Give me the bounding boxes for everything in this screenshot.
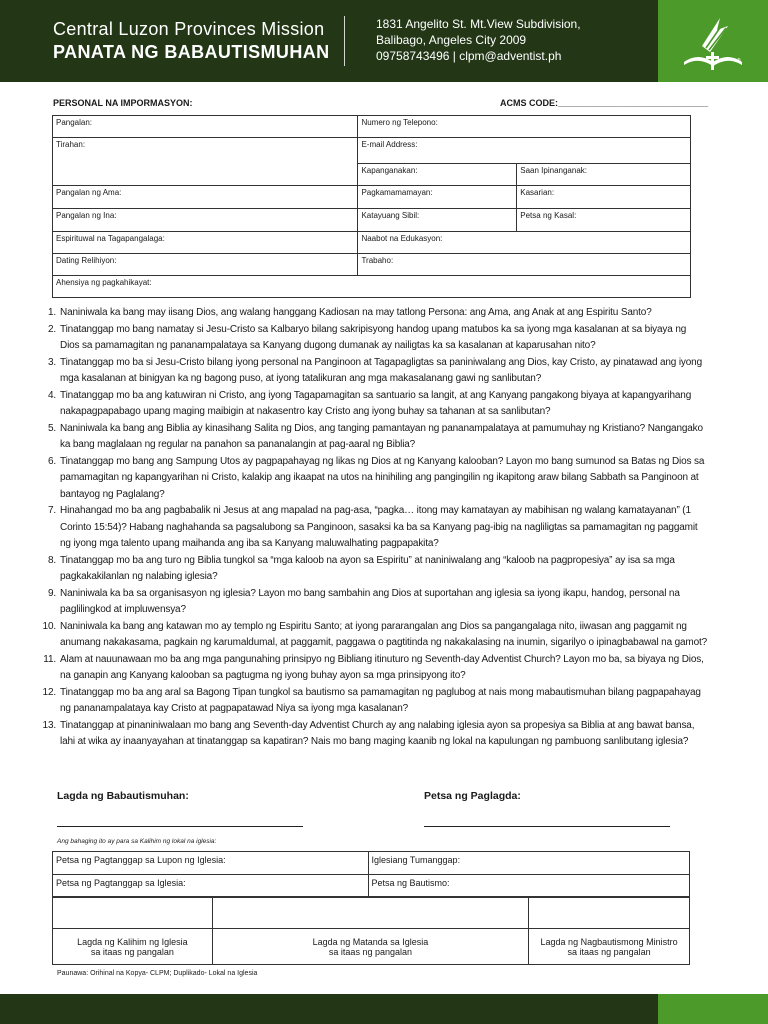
vow-number: 4. [47,389,56,401]
vow-text: Naniniwala ka bang ang katawan mo ay templo ng Espiritu Santo; at iyong pararangalan ang Dios sa pangangalaga nito, iiwasan ang paggamit ng anumang nakakasama, pagkain ng karumaldumal, at paggamit, paggawa o pagtitinda ng nakakalasing na inumin, sigarilyo o ipinagbabawal na gamot? [60,620,708,648]
address-line-1: 1831 Angelito St. Mt.View Subdivision, [376,17,581,31]
field-edukasyon[interactable]: Naabot na Edukasyon: [358,232,691,254]
header-bar [0,0,768,82]
adventist-logo-icon [680,12,746,72]
vow-number: 8. [47,554,56,566]
vow-text: Tinatanggap at pinaniniwalaan mo bang ang Seventh-day Adventist Church ay ang nalabing iglesia ayon sa propesiya sa Biblia at ang bawat bansa, lahi at wika ay inaanyayahan at tinatanggap sa kapatiran? Nais mo bang maging kaanib ng lokal na kapulungan ng pambuong sanlibutang iglesia? [60,719,695,747]
vow-item [40,421,708,454]
personal-info-heading: PERSONAL NA IMPORMASYON: [53,98,193,108]
vow-text: Naniniwala ka bang may iisang Dios, ang walang hanggang Kadiosan na may tatlong Persona: ang Ama, ang Anak at ang Espiritu Santo? [60,307,652,318]
baptismal-vows-list [40,305,708,751]
vow-item [40,454,708,504]
field-pagkamamamayan[interactable]: Pagkamamamayan: [358,186,517,209]
vow-number: 9. [47,587,56,599]
clerk-label-line-1: Lagda ng Kalihim ng Iglesia [77,936,188,947]
field-email[interactable]: E-mail Address: [358,138,691,164]
field-espiritwal[interactable]: Espirituwal na Tagapangalaga: [53,232,358,254]
field-ahensiya[interactable]: Ahensiya ng pagkahikayat: [53,276,691,298]
vow-item [40,718,708,751]
candidate-signature-line[interactable] [57,826,303,827]
candidate-signature-label: Lagda ng Babautismuhan: [57,790,189,802]
elder-signature-label [212,929,528,965]
vow-item [40,652,708,685]
office-use-note: Ang bahaging ito ay para sa Kalihim ng lokal na iglesia: [57,838,217,845]
vow-text: Hinahangad mo ba ang pagbabalik ni Jesus at ang mapalad na pag-asa, “pagka… itong may kamatayan ay mabihisan ng walang kamatayanan” (1 Corinto 15:54)? Habang naghahanda sa pagsalubong sa Panginoon, sasaksi ka ba sa Kanyang pag-ibig na nagliligtas sa pamamagitan ng paggamit ng iyong mga talento upang maihanda ang iba sa Kanyang maluwalhating pagpapakita? [60,505,698,549]
document-title: PANATA NG BABAUTISMUHAN [53,42,330,62]
vow-item [40,355,708,388]
footer-bar [0,994,768,1024]
field-ama[interactable]: Pangalan ng Ama: [53,186,358,209]
field-kasarian[interactable]: Kasarian: [517,186,691,209]
field-saan[interactable]: Saan Ipinanganak: [517,164,691,186]
official-signatures-table [52,896,690,965]
clerk-signature-label [53,929,213,965]
vow-number: 3. [47,356,56,368]
vow-number: 12. [42,686,56,698]
svg-text:®: ® [737,58,741,64]
minister-label-line-2: sa itaas ng pangalan [567,946,651,957]
acms-code-label: ACMS CODE:______________________________ [500,98,709,108]
vow-text: Tinatanggap mo ba si Jesu-Cristo bilang iyong personal na Panginoon at Tagapagligtas sa paniniwalang ang Dios, kay Cristo, ay pinatawad ang iyong mga kasalanan at binigyan ka ng bagong puso, at iyong tatalikuran ang mga makasalanang gawi ng sanlibutan? [60,356,703,384]
personal-info-table [52,115,691,298]
vow-number: 11. [43,653,56,665]
field-sibil[interactable]: Katayuang Sibil: [358,209,517,232]
vow-text: Alam at nauunawaan mo ba ang mga pangunahing prinsipyo ng Bibliang itinuturo ng Seventh-day Adventist Church? Layon mo ba, sa biyaya ng Dios, na ganapin ang Kanyang kalooban sa pagtugma ng iyong buhay ayon sa mga prinsipyong ito? [60,653,704,681]
vow-number: 10. [42,620,56,632]
minister-signature-box[interactable] [529,897,690,929]
field-trabaho[interactable]: Trabaho: [358,254,691,276]
vow-item [40,322,708,355]
footer-accent [658,994,768,1024]
signing-date-label: Petsa ng Paglagda: [424,790,521,802]
vow-item [40,619,708,652]
clerk-signature-box[interactable] [53,897,213,929]
field-kapanganakan[interactable]: Kapanganakan: [358,164,517,186]
vow-item [40,503,708,553]
field-baptism-date[interactable]: Petsa ng Bautismo: [368,875,690,898]
elder-signature-box[interactable] [212,897,528,929]
field-tirahan[interactable]: Tirahan: [53,138,358,186]
field-kasal[interactable]: Petsa ng Kasal: [517,209,691,232]
vow-item [40,553,708,586]
copy-footnote: Paunawa: Orihinal na Kopya- CLPM; Duplikado- Lokal na Iglesia [57,970,258,977]
field-receiving-church[interactable]: Iglesiang Tumanggap: [368,852,690,875]
vow-item [40,685,708,718]
elder-label-line-1: Lagda ng Matanda sa Iglesia [312,936,429,947]
field-numero[interactable]: Numero ng Telepono: [358,116,691,138]
field-board-date[interactable]: Petsa ng Pagtanggap sa Lupon ng Iglesia: [53,852,369,875]
contact-line: 09758743496 | clpm@adventist.ph [376,49,562,63]
contact-address [376,16,581,64]
field-ina[interactable]: Pangalan ng Ina: [53,209,358,232]
clerk-label-line-2: sa itaas ng pangalan [90,946,174,957]
elder-label-line-2: sa itaas ng pangalan [328,946,412,957]
vow-number: 1. [47,307,56,318]
field-relihiyon[interactable]: Dating Relihiyon: [53,254,358,276]
logo-panel [658,0,768,82]
vow-item [40,305,708,322]
header-divider [344,16,345,66]
minister-signature-label [529,929,690,965]
signing-date-line[interactable] [424,826,670,827]
field-church-date[interactable]: Petsa ng Pagtanggap sa Iglesia: [53,875,369,898]
vow-text: Naniniwala ka bang ang Biblia ay kinasihang Salita ng Dios, ang tanging pamantayan ng pananampalataya at pamumuhay ng Kristiano? Nangangako ka bang maglalaan ng regular na panahon sa pananalangin at pag-aaral ng Biblia? [60,422,703,450]
office-use-table [52,851,690,898]
minister-label-line-1: Lagda ng Nagbautismong Ministro [540,936,678,947]
vow-text: Tinatanggap mo bang ang Sampung Utos ay pagpapahayag ng likas ng Dios at ng Kanyang kalooban? Layon mo bang sumunod sa Batas ng Dios sa pamamagitan ng kapangyarihan ni Cristo, kalakip ang ikaapat na utos na hinihiling ang pangingilin ng ikapitong araw bilang Sabbath sa Panginoon at bantayog ng Paglalang? [60,455,705,500]
vow-number: 7. [47,505,56,516]
vow-text: Tinatanggap mo ba ang katuwiran ni Cristo, ang iyong Tagapamagitan sa santuario sa langit, at ang Kanyang pangakong biyaya at kapangyarihang nakapagpapabago upang maging maibigin at nakasentro kay Cristo ang iyong buhay sa tahanan at sa sanlibutan? [60,389,692,417]
vow-text: Tinatanggap mo ba ang aral sa Bagong Tipan tungkol sa bautismo sa pamamagitan ng paglubog at nais mong mabautismuhan bilang pagpapahayag ng pananampalataya kay Cristo at pagpapatawad Niya sa iyong mga kasalanan? [60,686,701,714]
vow-text: Tinatanggap mo bang namatay si Jesu-Cristo sa Kalbaryo bilang sakripisyong handog upang matubos ka sa iyong mga kasalanan at sa biyaya ng Dios sa pamamagitan ng pananampalataya sa Kanyang dugong dumanak ay nailigtas ka sa kasalanan at kaparusahan nito? [60,323,687,351]
vow-text: Naniniwala ka ba sa organisasyon ng iglesia? Layon mo bang sambahin ang Dios at suportahan ang iglesia sa iyong ikapu, handog, personal na paglilingkod at impluwensya? [60,587,680,615]
vow-number: 13. [42,719,56,731]
field-pangalan[interactable]: Pangalan: [53,116,358,138]
address-line-2: Balibago, Angeles City 2009 [376,33,527,47]
vow-item [40,586,708,619]
vow-item [40,388,708,421]
vow-text: Tinatanggap mo ba ang turo ng Biblia tungkol sa “mga kaloob na ayon sa Espiritu” at naniniwalang ang “kaloob na pagpropesiya” ay isa sa mga pagkakakilanlan ng nalabing iglesia? [60,554,675,582]
vow-number: 2. [47,323,56,335]
vow-number: 5. [47,422,56,434]
mission-name: Central Luzon Provinces Mission [53,19,325,39]
vow-number: 6. [47,455,56,467]
